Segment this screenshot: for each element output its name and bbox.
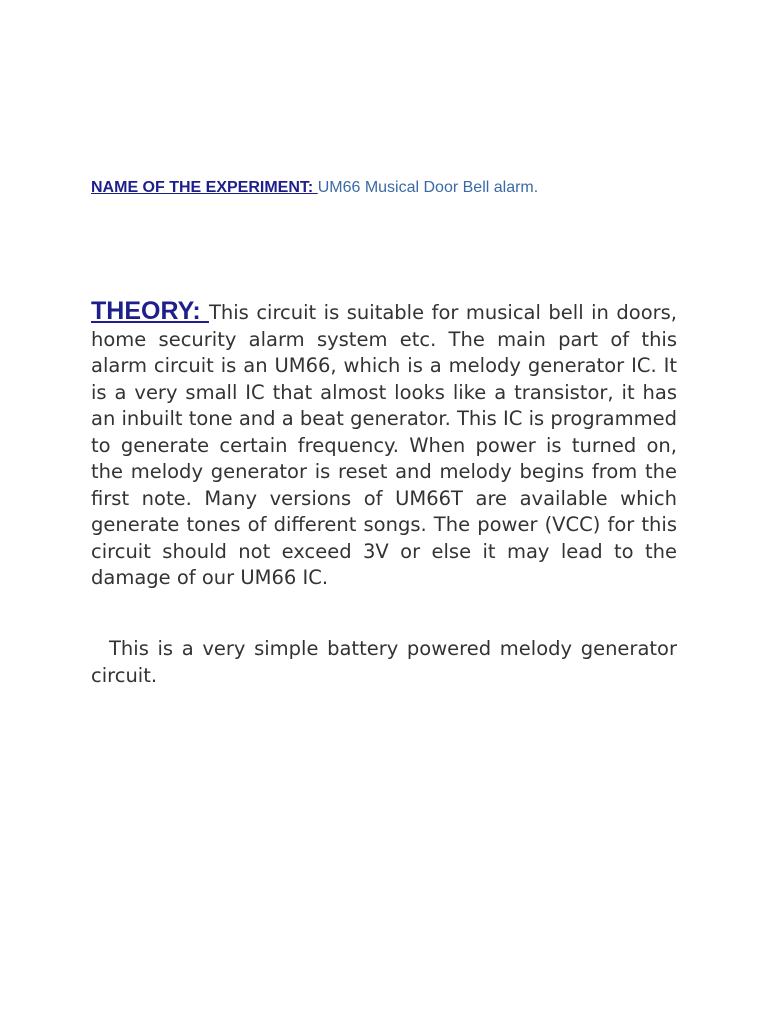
summary-paragraph: This is a very simple battery powered melody generator circuit. — [91, 637, 677, 687]
theory-text: This circuit is suitable for musical bell in doors, home security alarm system etc. The main part of this alarm circuit is an UM66, which is a melody generator IC. It is a very small IC that almost looks like a transistor, it has an inbuilt tone and a beat generator. This IC is programmed to generate certain frequency. When power is turned on, the melody generator is reset and melody begins from the first note. Many versions of UM66T are available which generate tones of different songs. The power (VCC) for this circuit should not exceed 3V or else it may lead to the damage of our UM66 IC. — [91, 301, 677, 589]
experiment-name: UM66 Musical Door Bell alarm. — [317, 179, 539, 196]
experiment-title-line — [91, 177, 691, 199]
experiment-label: NAME OF THE EXPERIMENT: — [91, 179, 318, 196]
theory-paragraph — [91, 298, 677, 592]
theory-label: THEORY: — [91, 297, 209, 325]
